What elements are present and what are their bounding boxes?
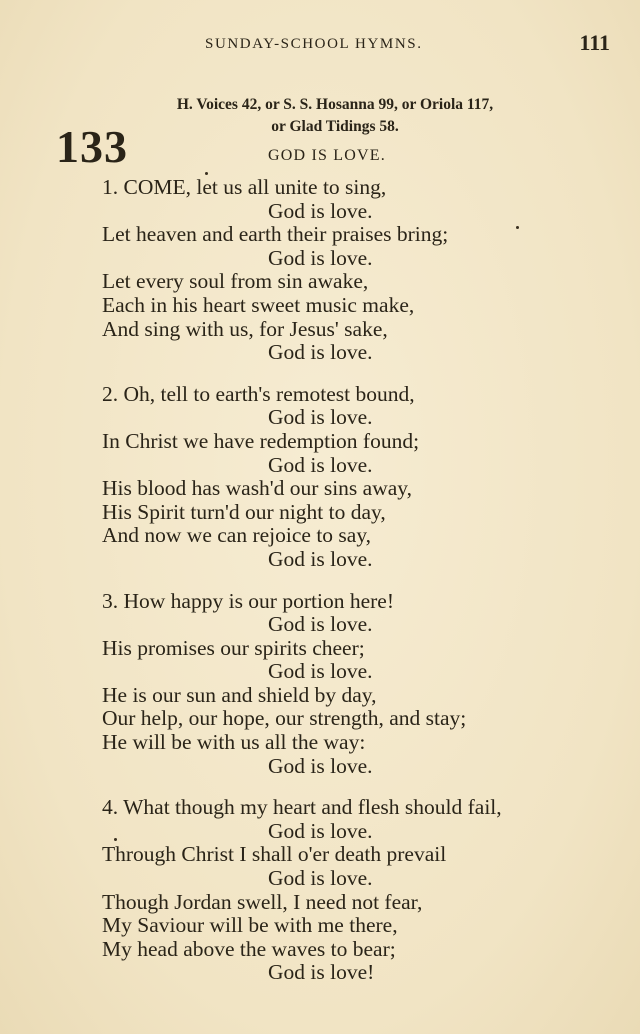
refrain-line: God is love. [268, 818, 373, 843]
verse-line: 2. Oh, tell to earth's remotest bound, [102, 381, 415, 406]
refrain-line: God is love. [268, 612, 373, 637]
verse-line: My Saviour will be with me there, [102, 913, 398, 938]
verse-line: Our help, our hope, our strength, and stay; [102, 706, 467, 731]
verse-line: His promises our spirits cheer; [102, 635, 365, 660]
hymn-title: GOD IS LOVE. [268, 147, 386, 164]
verse-line: And sing with us, for Jesus' sake, [102, 316, 388, 341]
page-number: 111 [579, 30, 610, 55]
stanza [102, 176, 612, 365]
stanza [102, 796, 612, 985]
verse-line: He will be with us all the way: [102, 730, 366, 755]
tune-references [100, 94, 570, 138]
ink-speck [205, 172, 208, 175]
verse-line: In Christ we have redemption found; [102, 428, 420, 453]
hymn-verses [102, 176, 612, 1003]
refrain-line: God is love. [268, 659, 373, 684]
refrain-line: God is love. [268, 452, 373, 477]
refrain-line: God is love. [268, 866, 373, 891]
refrain-line: God is love. [268, 340, 373, 365]
verse-line: 3. How happy is our portion here! [102, 588, 394, 613]
verse-line: 4. What though my heart and flesh should fail, [102, 795, 502, 820]
verse-line: His blood has wash'd our sins away, [102, 476, 413, 501]
refrain-line: God is love. [268, 753, 373, 778]
refrain-line: God is love. [268, 546, 373, 571]
ink-speck [114, 838, 117, 841]
verse-line: He is our sun and shield by day, [102, 682, 377, 707]
stanza [102, 383, 612, 572]
running-head: SUNDAY-SCHOOL HYMNS. [205, 36, 423, 52]
refrain-line: God is love. [268, 198, 373, 223]
verse-line: Each in his heart sweet music make, [102, 292, 415, 317]
stanza [102, 590, 612, 779]
verse-line: My head above the waves to bear; [102, 936, 396, 961]
refrain-line: God is love! [268, 960, 375, 985]
verse-line: Let every soul from sin awake, [102, 269, 369, 294]
tune-reference-line: or Glad Tidings 58. [271, 118, 399, 135]
tune-reference-line: H. Voices 42, or S. S. Hosanna 99, or Oriola 117, [176, 96, 494, 113]
verse-line: His Spirit turn'd our night to day, [102, 499, 386, 524]
verse-line: Though Jordan swell, I need not fear, [102, 889, 423, 914]
verse-line: Let heaven and earth their praises bring; [102, 222, 449, 247]
verse-line: Through Christ I shall o'er death prevail [102, 842, 447, 867]
hymn-number: 133 [56, 121, 128, 172]
ink-speck [516, 226, 519, 229]
refrain-line: God is love. [268, 405, 373, 430]
verse-line: 1. COME, let us all unite to sing, [102, 175, 387, 199]
refrain-line: God is love. [268, 245, 373, 270]
verse-line: And now we can rejoice to say, [102, 523, 372, 548]
